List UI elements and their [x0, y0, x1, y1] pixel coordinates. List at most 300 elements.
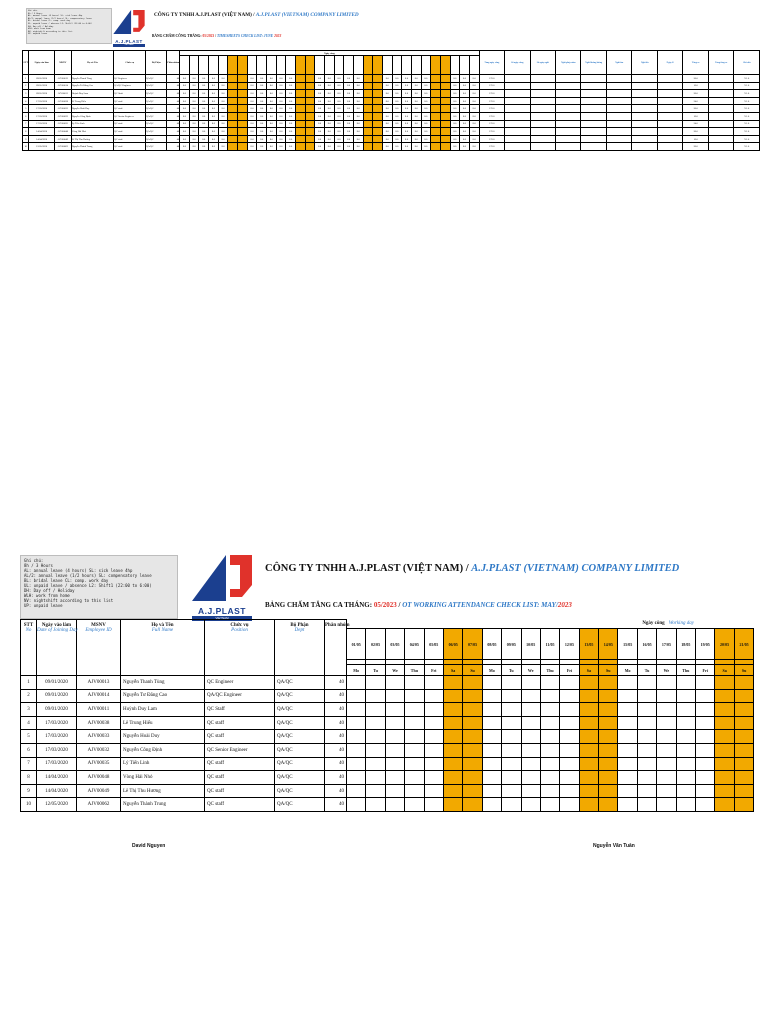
date-header — [411, 56, 421, 75]
cell-position: QC staff — [114, 143, 146, 151]
day-cell: 8.0 — [257, 112, 267, 120]
day-cell: 8.0 — [209, 105, 219, 113]
day-cell — [676, 757, 695, 771]
legend-line: DH: Day off / Holiday — [24, 588, 75, 593]
header-sublabel: Dept — [294, 628, 305, 633]
signature-right: Nguyễn Văn Tuân — [593, 843, 635, 849]
day-cell — [296, 112, 306, 120]
sheet-title: BẢNG CHẤM TĂNG CA THÁNG: 05/2023 / OT WORKING ATTENDANCE CHECK LIST: MAY/2023 — [265, 601, 572, 609]
day-cell: 8.0 — [450, 120, 460, 128]
day-cell: 8.0 — [189, 112, 199, 120]
summary-cell — [708, 75, 733, 83]
day-cell — [373, 128, 383, 136]
day-cell: 8.0 — [180, 128, 190, 136]
summary-cell: 20.0 — [683, 90, 708, 98]
summary-cell — [505, 97, 530, 105]
day-cell — [696, 689, 715, 703]
summary-cell — [505, 128, 530, 136]
day-cell — [502, 771, 521, 785]
day-cell: 8.0 — [334, 97, 344, 105]
day-cell — [385, 676, 404, 690]
summary-cell: 20.0 — [683, 143, 708, 151]
cell-name: Huỳnh Duy Lam — [71, 90, 113, 98]
summary-cell: V.1.0 — [734, 105, 760, 113]
day-cell — [560, 689, 579, 703]
day-cell — [599, 689, 618, 703]
day-cell — [482, 730, 501, 744]
table-row — [21, 784, 754, 798]
day-cell: 8.0 — [344, 128, 354, 136]
summary-cell: 176.0 — [479, 143, 504, 151]
day-cell: 8.0 — [469, 90, 479, 98]
day-cell — [734, 784, 754, 798]
cell-no: 8 — [21, 771, 37, 785]
day-cell — [228, 143, 238, 151]
cell-id: AJV00013 — [77, 676, 121, 690]
summary-cell — [708, 105, 733, 113]
cell-join: 17/03/2020 — [29, 112, 54, 120]
table-row — [23, 105, 760, 113]
day-cell — [228, 90, 238, 98]
day-cell — [676, 730, 695, 744]
day-cell — [463, 757, 482, 771]
day-cell — [440, 120, 450, 128]
summary-cell — [556, 128, 581, 136]
day-cell — [431, 75, 441, 83]
header-sublabel: Employee ID — [85, 628, 112, 633]
day-cell — [618, 757, 637, 771]
cell-position: QC staff — [205, 730, 275, 744]
day-cell: 8.0 — [353, 97, 363, 105]
legend-line: WLH: work from home — [28, 28, 51, 31]
cell-join: 14/04/2020 — [37, 784, 77, 798]
day-cell — [366, 689, 385, 703]
cell-hours: 40 — [325, 784, 347, 798]
cell-no: 7 — [23, 120, 29, 128]
date-header: 01/05 — [347, 629, 366, 660]
summary-header: Ghi chú — [734, 51, 760, 75]
day-cell: 8.0 — [276, 90, 286, 98]
day-cell: 8.0 — [392, 120, 402, 128]
day-cell — [385, 771, 404, 785]
day-cell: 8.0 — [315, 90, 325, 98]
day-cell: 8.0 — [402, 128, 412, 136]
day-cell: 8.0 — [247, 120, 257, 128]
day-cell — [502, 784, 521, 798]
day-cell — [657, 784, 676, 798]
day-cell: 8.0 — [411, 75, 421, 83]
day-cell — [560, 798, 579, 812]
day-cell: 8.0 — [218, 112, 228, 120]
header-sublabel: Position — [231, 628, 248, 633]
day-cell: 8.0 — [257, 105, 267, 113]
cell-join: 14/04/2020 — [37, 771, 77, 785]
cell-dept: QA/QC — [146, 143, 167, 151]
day-cell: 8.0 — [392, 82, 402, 90]
day-cell: 8.0 — [286, 128, 296, 136]
day-cell — [560, 676, 579, 690]
day-cell: 8.0 — [209, 135, 219, 143]
cell-id: AJV00062 — [54, 143, 71, 151]
day-cell — [482, 716, 501, 730]
day-cell: 8.0 — [460, 143, 470, 151]
cell-join: 09/01/2020 — [37, 676, 77, 690]
day-cell — [579, 730, 598, 744]
day-cell: 8.0 — [286, 97, 296, 105]
day-cell: 8.0 — [392, 143, 402, 151]
day-cell — [363, 82, 373, 90]
column-header-hours — [325, 620, 350, 676]
cell-hours: 40 — [325, 676, 347, 690]
table-row — [21, 771, 754, 785]
date-header — [421, 56, 431, 75]
day-cell: 8.0 — [450, 143, 460, 151]
day-cell: 8.0 — [469, 75, 479, 83]
day-cell: 8.0 — [469, 105, 479, 113]
day-cell: 8.0 — [382, 97, 392, 105]
cell-position: QC staff — [205, 716, 275, 730]
day-cell — [405, 771, 424, 785]
day-cell: 8.0 — [257, 120, 267, 128]
day-cell — [443, 798, 462, 812]
summary-cell — [708, 97, 733, 105]
cell-position: QC Staff — [114, 90, 146, 98]
day-cell: 8.0 — [180, 120, 190, 128]
summary-cell — [606, 90, 631, 98]
date-header: 19/05 — [696, 629, 715, 660]
day-cell: 8.0 — [421, 105, 431, 113]
day-cell: 8.0 — [392, 97, 402, 105]
summary-cell — [530, 120, 555, 128]
day-cell: 8.0 — [209, 75, 219, 83]
cell-id: AJV00033 — [77, 730, 121, 744]
day-cell — [347, 757, 366, 771]
day-cell — [366, 784, 385, 798]
day-cell: 8.0 — [257, 135, 267, 143]
date-header — [315, 56, 325, 75]
day-cell — [618, 771, 637, 785]
cell-no: 8 — [23, 128, 29, 136]
cell-position: QC Engineer — [114, 75, 146, 83]
day-cell — [347, 676, 366, 690]
table-row — [21, 676, 754, 690]
weekday-header: Thu — [405, 665, 424, 676]
day-cell — [373, 105, 383, 113]
summary-cell — [657, 105, 682, 113]
cell-name: Lê Trung Hiếu — [71, 97, 113, 105]
day-cell — [431, 135, 441, 143]
day-cell — [228, 120, 238, 128]
cell-dept: QA/QC — [275, 743, 325, 757]
cell-id: AJV00038 — [54, 97, 71, 105]
cell-no: 10 — [21, 798, 37, 812]
day-cell: 8.0 — [344, 120, 354, 128]
date-header — [402, 56, 412, 75]
summary-cell: 176.0 — [479, 97, 504, 105]
company-logo — [113, 10, 145, 44]
day-cell — [366, 716, 385, 730]
day-cell: 8.0 — [469, 120, 479, 128]
day-cell — [424, 676, 443, 690]
legend-line: BL: bridal leave CL: comp. work day — [24, 578, 109, 583]
day-cell: 8.0 — [276, 120, 286, 128]
column-header-name — [121, 620, 205, 676]
cell-position: QC Staff — [205, 703, 275, 717]
cell-dept: QA/QC — [275, 730, 325, 744]
day-cell: 8.0 — [315, 112, 325, 120]
summary-cell — [505, 143, 530, 151]
day-cell: 8.0 — [334, 82, 344, 90]
day-cell — [443, 771, 462, 785]
day-cell — [696, 784, 715, 798]
day-cell — [424, 757, 443, 771]
weekday-header: Tu — [637, 665, 656, 676]
summary-cell: 176.0 — [479, 112, 504, 120]
day-cell — [540, 757, 559, 771]
day-cell: 8.0 — [344, 135, 354, 143]
summary-cell — [581, 128, 606, 136]
summary-cell — [657, 128, 682, 136]
cell-name: Nguyễn Thành Trung — [71, 143, 113, 151]
day-cell — [560, 716, 579, 730]
day-cell — [363, 97, 373, 105]
summary-cell: 176.0 — [479, 135, 504, 143]
day-cell: 8.0 — [353, 82, 363, 90]
day-cell — [579, 716, 598, 730]
day-cell — [405, 784, 424, 798]
day-cell — [431, 90, 441, 98]
table-row — [21, 798, 754, 812]
cell-name: Nguyễn Tư Đăng Cao — [121, 689, 205, 703]
day-cell — [521, 703, 540, 717]
column-header-position — [205, 620, 275, 676]
cell-hours: 40 — [325, 689, 347, 703]
day-cell: 8.0 — [189, 75, 199, 83]
day-cell — [440, 112, 450, 120]
day-cell — [440, 143, 450, 151]
day-cell: 8.0 — [257, 82, 267, 90]
summary-cell: V.1.0 — [734, 143, 760, 151]
day-cell — [540, 703, 559, 717]
cell-no: 2 — [23, 82, 29, 90]
table-row — [21, 730, 754, 744]
day-cell: 8.0 — [353, 75, 363, 83]
weekday-header: Sa — [715, 665, 734, 676]
cell-position: QC staff — [114, 135, 146, 143]
day-cell: 8.0 — [344, 105, 354, 113]
day-cell: 8.0 — [218, 143, 228, 151]
day-cell — [238, 120, 248, 128]
day-cell: 8.0 — [247, 105, 257, 113]
day-cell: 8.0 — [382, 82, 392, 90]
cell-join: 17/03/2020 — [29, 105, 54, 113]
summary-cell — [581, 143, 606, 151]
day-cell — [296, 90, 306, 98]
day-cell: 8.0 — [450, 112, 460, 120]
day-cell — [431, 120, 441, 128]
cell-id: AJV00049 — [77, 784, 121, 798]
summary-cell: V.1.0 — [734, 82, 760, 90]
day-cell — [521, 716, 540, 730]
day-cell — [734, 703, 754, 717]
day-cell: 8.0 — [189, 97, 199, 105]
header-sublabel: No — [25, 628, 32, 633]
legend-line: UL: unpaid leave / absence L2: Shift1 (22:00 to 6:00) — [28, 22, 92, 25]
day-cell — [696, 716, 715, 730]
day-cell: 8.0 — [199, 120, 209, 128]
company-logo — [192, 555, 252, 619]
day-cell — [424, 716, 443, 730]
day-cell — [363, 75, 373, 83]
summary-cell — [708, 82, 733, 90]
summary-cell — [581, 120, 606, 128]
working-day-header — [347, 620, 754, 629]
day-cell: 8.0 — [353, 143, 363, 151]
summary-header: Nghỉ ốm — [606, 51, 631, 75]
day-cell: 8.0 — [460, 135, 470, 143]
legend-line: UP: unpaid leave — [28, 33, 48, 36]
cell-hours: 40 — [167, 112, 180, 120]
cell-dept: QA/QC — [146, 90, 167, 98]
day-cell — [715, 730, 734, 744]
weekday-header: Su — [734, 665, 754, 676]
cell-name: Lê Trung Hiếu — [121, 716, 205, 730]
day-cell: 8.0 — [180, 90, 190, 98]
day-cell: 8.0 — [247, 97, 257, 105]
day-cell — [540, 784, 559, 798]
day-cell — [540, 743, 559, 757]
day-cell — [599, 784, 618, 798]
day-cell — [637, 757, 656, 771]
day-cell — [618, 784, 637, 798]
day-cell: 8.0 — [218, 105, 228, 113]
cell-id: AJV00062 — [77, 798, 121, 812]
day-cell: 8.0 — [247, 128, 257, 136]
day-cell — [579, 676, 598, 690]
table-row — [23, 120, 760, 128]
day-cell — [618, 743, 637, 757]
day-cell — [405, 798, 424, 812]
day-cell: 8.0 — [353, 112, 363, 120]
legend-line: AL: annual leave (4 hours) SL: sick leave 4hp — [28, 15, 83, 18]
day-cell — [734, 757, 754, 771]
day-cell — [463, 730, 482, 744]
ot-attendance-sheet — [20, 555, 760, 855]
day-cell — [734, 771, 754, 785]
day-cell: 8.0 — [411, 120, 421, 128]
day-cell — [657, 771, 676, 785]
date-header: 09/05 — [502, 629, 521, 660]
day-cell — [440, 82, 450, 90]
day-cell: 8.0 — [276, 105, 286, 113]
cell-dept: QA/QC — [146, 97, 167, 105]
day-cell: 8.0 — [276, 97, 286, 105]
weekday-header: Sa — [443, 665, 462, 676]
day-cell — [734, 716, 754, 730]
day-cell: 8.0 — [199, 143, 209, 151]
summary-cell — [530, 82, 555, 90]
summary-cell — [657, 75, 682, 83]
weekday-header: Su — [463, 665, 482, 676]
date-header — [238, 56, 248, 75]
cell-name: Nguyễn Công Định — [121, 743, 205, 757]
day-cell — [715, 784, 734, 798]
day-cell — [305, 75, 315, 83]
day-cell — [676, 716, 695, 730]
summary-cell — [606, 82, 631, 90]
date-header — [247, 56, 257, 75]
day-cell — [305, 112, 315, 120]
day-cell — [521, 771, 540, 785]
date-header: 03/05 — [385, 629, 404, 660]
day-cell — [296, 82, 306, 90]
day-cell: 8.0 — [353, 90, 363, 98]
day-cell — [305, 82, 315, 90]
summary-cell — [530, 75, 555, 83]
weekday-header: We — [521, 665, 540, 676]
day-cell: 8.0 — [286, 120, 296, 128]
day-cell — [228, 82, 238, 90]
cell-id: AJV00038 — [77, 716, 121, 730]
day-cell — [443, 757, 462, 771]
day-cell: 8.0 — [402, 90, 412, 98]
date-header — [460, 56, 470, 75]
column-header-position: Chức vụ — [114, 51, 146, 75]
summary-cell — [581, 105, 606, 113]
summary-header: Số ngày nghỉ — [530, 51, 555, 75]
day-cell: 8.0 — [315, 82, 325, 90]
day-cell — [440, 105, 450, 113]
summary-cell — [556, 143, 581, 151]
day-cell: 8.0 — [267, 128, 277, 136]
day-cell — [540, 798, 559, 812]
cell-dept: QA/QC — [275, 784, 325, 798]
cell-no: 4 — [23, 97, 29, 105]
day-cell: 8.0 — [324, 120, 334, 128]
day-cell: 8.0 — [247, 112, 257, 120]
day-cell — [373, 97, 383, 105]
summary-header: Ngày lễ — [657, 51, 682, 75]
day-cell: 8.0 — [257, 75, 267, 83]
day-cell — [560, 743, 579, 757]
day-cell: 8.0 — [344, 90, 354, 98]
cell-name: Vòng Hải Nhỏ — [121, 771, 205, 785]
date-header: 12/05 — [560, 629, 579, 660]
summary-cell — [581, 90, 606, 98]
cell-join: 14/04/2020 — [29, 128, 54, 136]
day-cell — [579, 784, 598, 798]
day-cell — [373, 90, 383, 98]
summary-cell: 176.0 — [479, 75, 504, 83]
day-cell: 8.0 — [180, 82, 190, 90]
day-cell — [637, 716, 656, 730]
cell-name: Vòng Hải Nhỏ — [71, 128, 113, 136]
day-cell: 8.0 — [469, 143, 479, 151]
day-cell — [676, 689, 695, 703]
day-cell: 8.0 — [199, 135, 209, 143]
day-cell: 8.0 — [353, 105, 363, 113]
cell-position: QC Senior Engineer — [205, 743, 275, 757]
day-cell — [540, 676, 559, 690]
summary-cell — [530, 143, 555, 151]
summary-cell: V.1.0 — [734, 112, 760, 120]
day-cell: 8.0 — [247, 135, 257, 143]
day-cell — [431, 143, 441, 151]
cell-id: AJV00014 — [54, 82, 71, 90]
aj-logo-icon — [192, 555, 252, 601]
day-cell — [385, 798, 404, 812]
cell-name: Nguyễn Công Định — [71, 112, 113, 120]
